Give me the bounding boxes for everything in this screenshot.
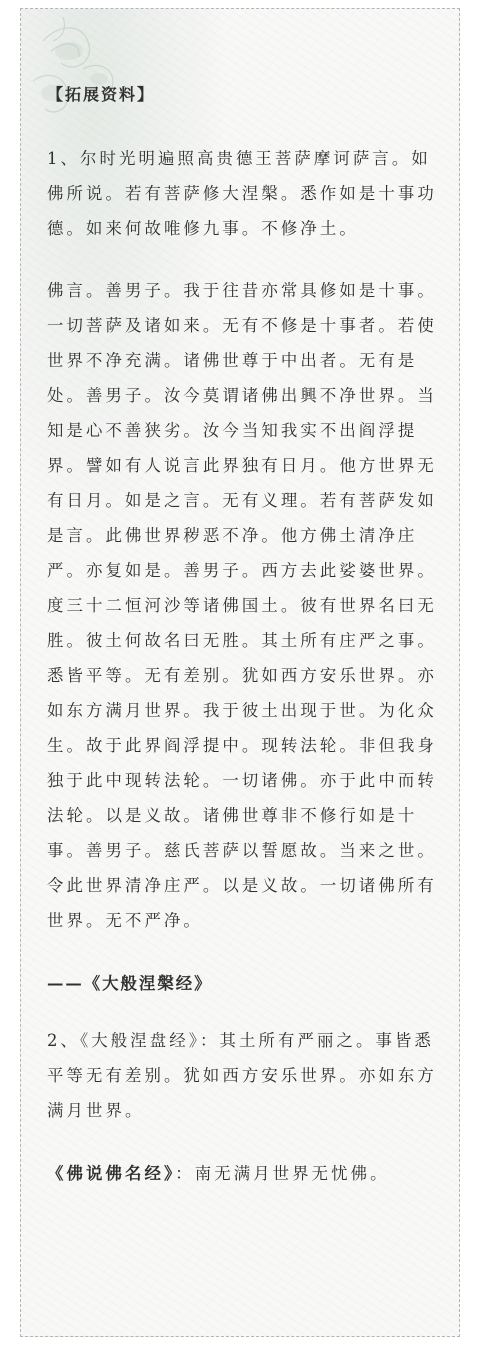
- section-heading: 【拓展资料】: [47, 85, 156, 104]
- paragraph-question: 1、尔时光明遍照高贵德王菩萨摩诃萨言。如佛所说。若有菩萨修大涅槃。悉作如是十事功德。如来何故唯修九事。不修净土。: [47, 149, 437, 238]
- article-content: [47, 77, 447, 1191]
- reference-title: 《佛说佛名经》: [47, 1164, 176, 1183]
- paragraph-buddha-answer: 佛言。善男子。我于往昔亦常具修如是十事。一切菩萨及诸如来。无有不修是十事者。若使世界不净充满。诸佛世尊于中出者。无有是处。善男子。汝今莫谓诸佛出興不净世界。当知是心不善狭劣。汝今当知我实不出阎浮提界。譬如有人说言此界独有日月。他方世界无有日月。如是之言。无有义理。若有菩萨发如是言。此佛世界秽恶不净。他方佛土清净庄严。亦复如是。善男子。西方去此娑婆世界。度三十二恒河沙等诸佛国土。彼有世界名曰无胜。彼土何故名曰无胜。其土所有庄严之事。悉皆平等。无有差别。犹如西方安乐世界。亦如东方满月世界。我于彼土出现于世。为化众生。故于此界阎浮提中。现转法轮。非但我身独于此中现转法轮。一切诸佛。亦于此中而转法轮。以是义故。诸佛世尊非不修行如是十事。善男子。慈氏菩萨以誓愿故。当来之世。令此世界清净庄严。以是义故。一切诸佛所有世界。无不严净。: [47, 281, 437, 930]
- reference-text: ：南无满月世界无忧佛。: [175, 1164, 390, 1183]
- paragraph-reference: [47, 1156, 447, 1191]
- source-citation: ——《大般涅槃经》: [47, 974, 213, 993]
- paragraph-second-quote: 2、《大般涅盘经》：其土所有严丽之。事皆悉平等无有差别。犹如西方安乐世界。亦如东方满月世界。: [47, 1031, 437, 1120]
- article-frame: [20, 8, 460, 1337]
